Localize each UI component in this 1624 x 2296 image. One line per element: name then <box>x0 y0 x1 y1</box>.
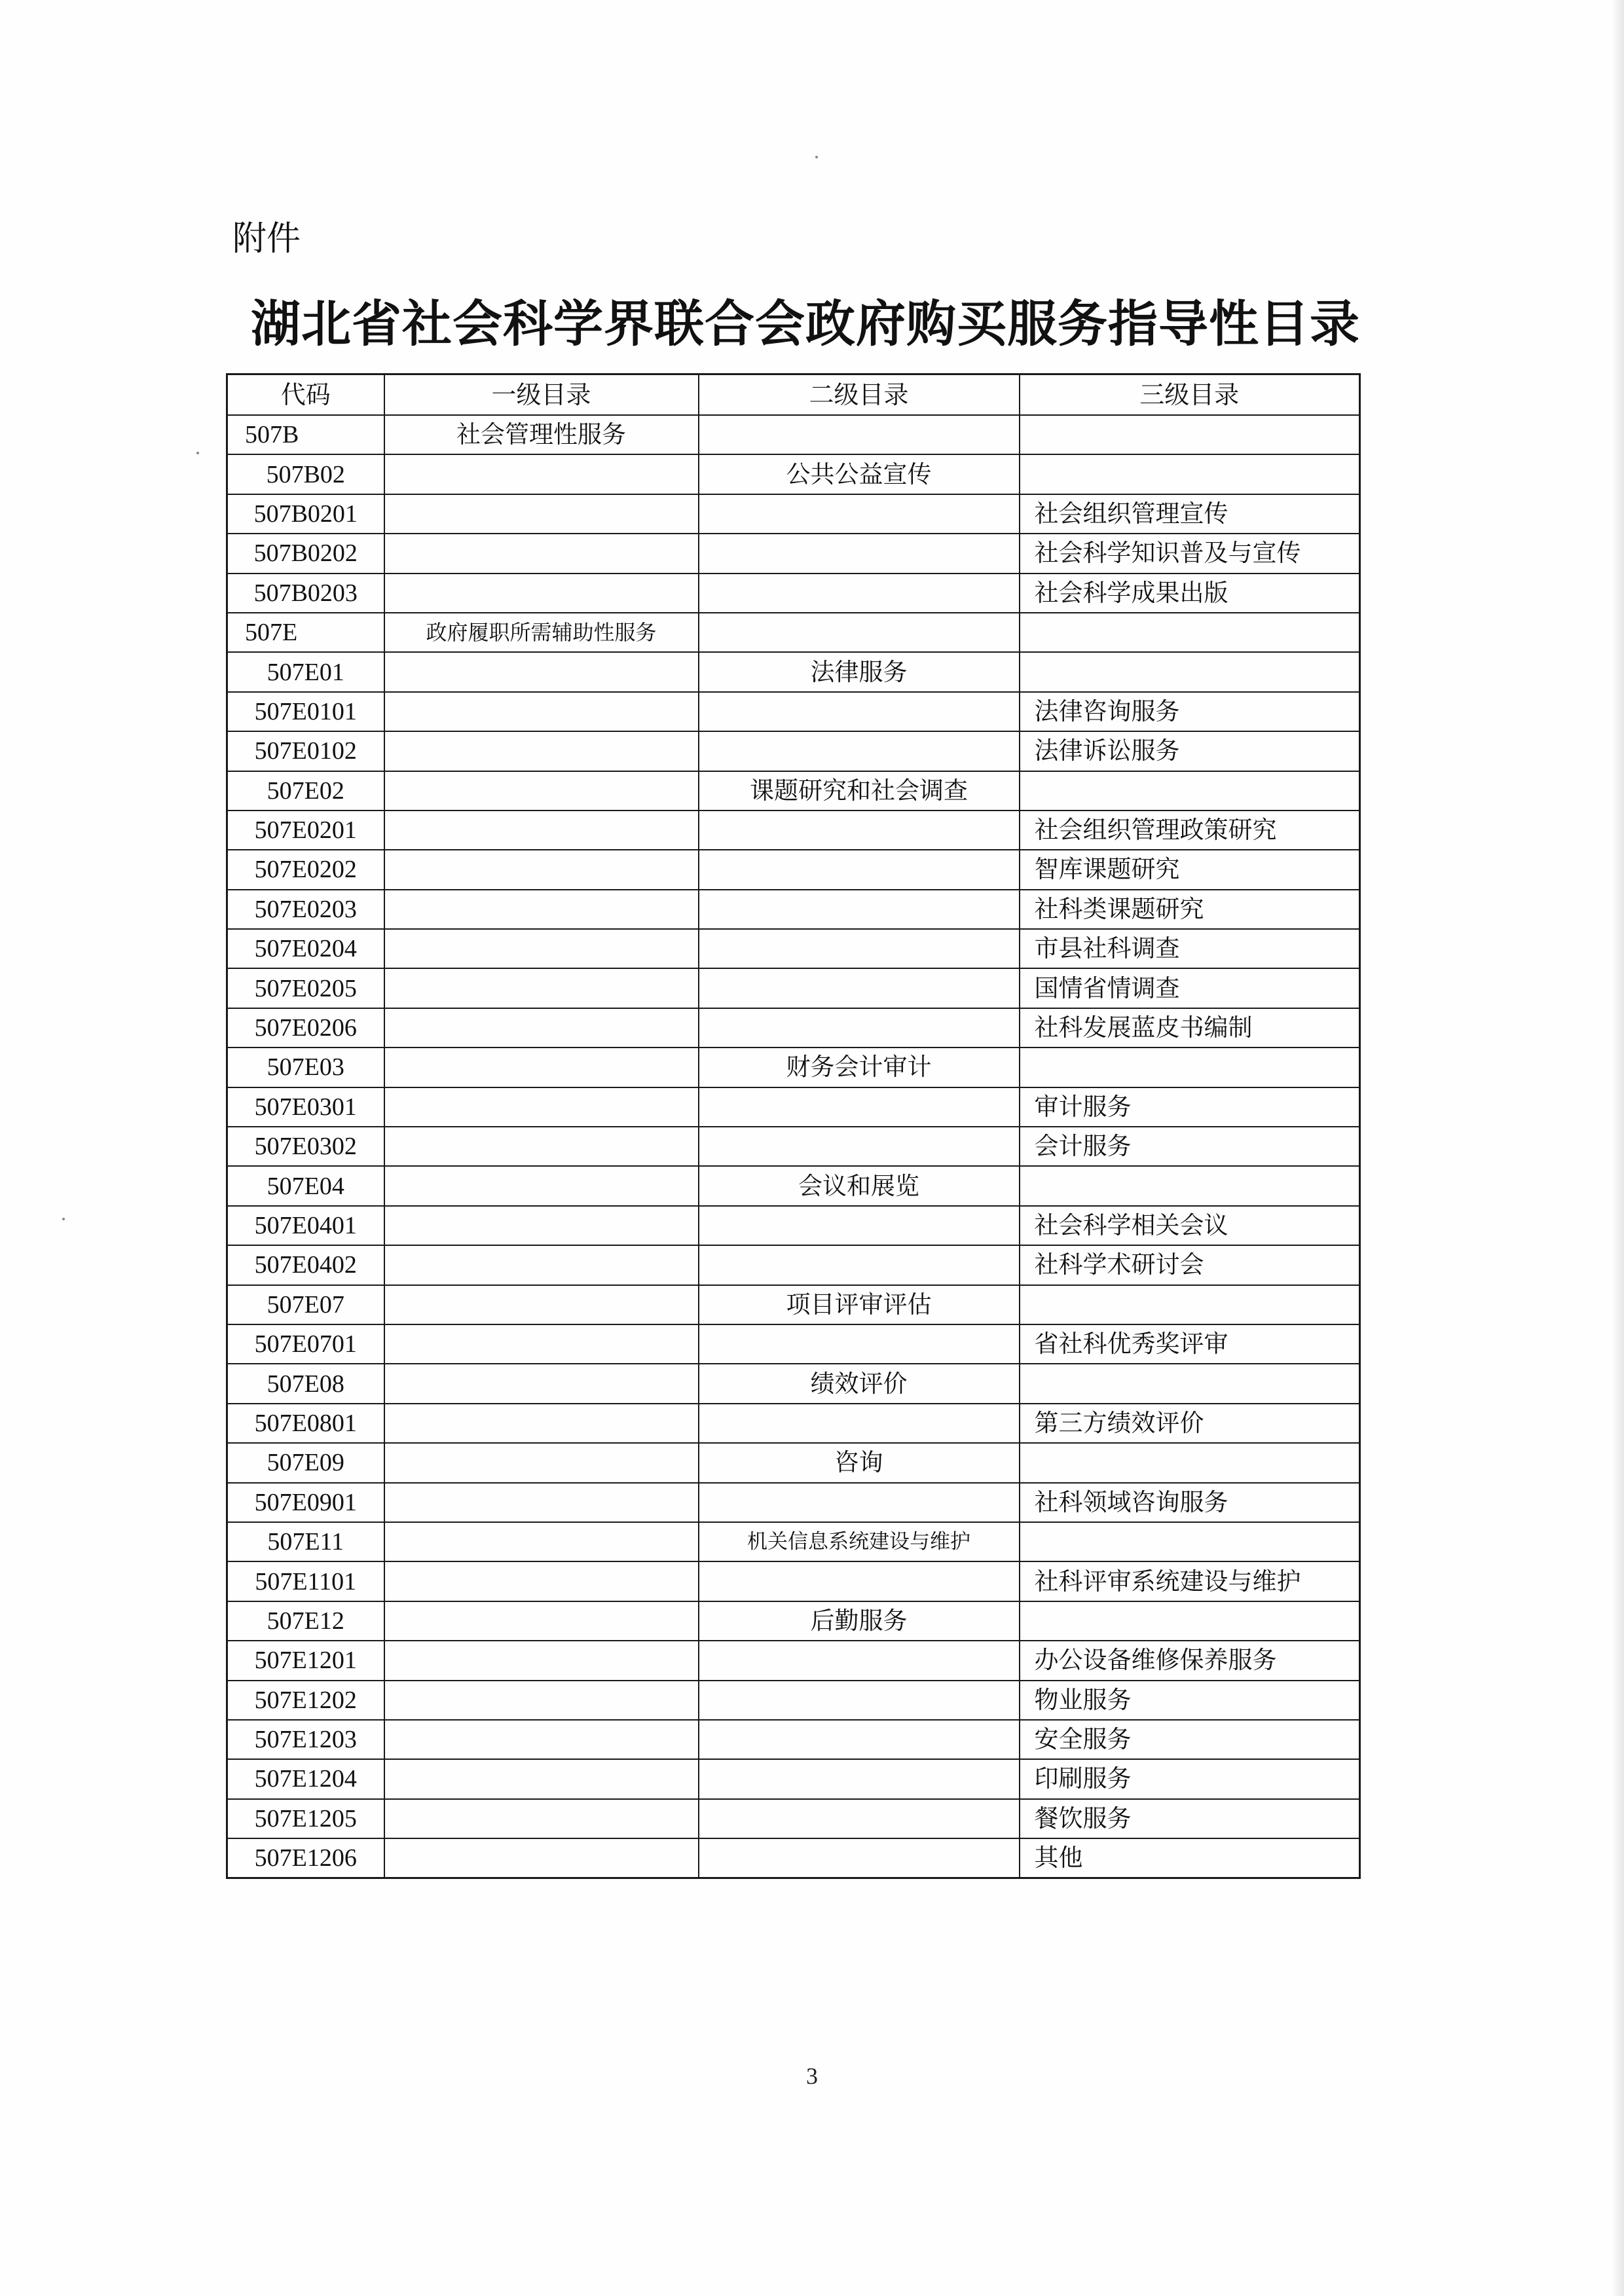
cell-code: 507E0204 <box>227 929 384 968</box>
cell-code: 507E0402 <box>227 1245 384 1285</box>
table-row <box>227 692 1360 731</box>
table-row <box>227 890 1360 929</box>
table-row <box>227 1087 1360 1127</box>
cell-level1 <box>384 968 699 1008</box>
table-row <box>227 415 1360 454</box>
cell-code: 507E08 <box>227 1364 384 1403</box>
cell-level1 <box>384 1838 699 1878</box>
table-body <box>227 415 1360 1878</box>
cell-level1 <box>384 454 699 494</box>
cell-level2 <box>699 850 1020 889</box>
cell-code: 507B02 <box>227 454 384 494</box>
cell-level2 <box>699 1404 1020 1443</box>
cell-level3: 社会科学成果出版 <box>1020 574 1360 613</box>
cell-code: 507E03 <box>227 1048 384 1087</box>
cell-level2 <box>699 731 1020 771</box>
cell-level2 <box>699 811 1020 850</box>
cell-code: 507E04 <box>227 1166 384 1205</box>
cell-level3: 法律咨询服务 <box>1020 692 1360 731</box>
cell-code: 507B <box>227 415 384 454</box>
table-row <box>227 1720 1360 1759</box>
table-row <box>227 1285 1360 1324</box>
cell-level3: 社会科学相关会议 <box>1020 1206 1360 1245</box>
cell-level3 <box>1020 1364 1360 1403</box>
cell-level2 <box>699 415 1020 454</box>
table-row <box>227 1641 1360 1680</box>
cell-code: 507E12 <box>227 1601 384 1641</box>
cell-level2 <box>699 1087 1020 1127</box>
cell-level2: 后勤服务 <box>699 1601 1020 1641</box>
cell-level1 <box>384 1008 699 1048</box>
table-row <box>227 534 1360 573</box>
cell-level3: 市县社科调查 <box>1020 929 1360 968</box>
cell-code: 507E1204 <box>227 1759 384 1798</box>
cell-level3: 其他 <box>1020 1838 1360 1878</box>
cell-level2 <box>699 968 1020 1008</box>
cell-level3: 第三方绩效评价 <box>1020 1404 1360 1443</box>
cell-level2: 财务会计审计 <box>699 1048 1020 1087</box>
cell-level3: 社科发展蓝皮书编制 <box>1020 1008 1360 1048</box>
table-row <box>227 1483 1360 1522</box>
header-code: 代码 <box>227 374 384 416</box>
cell-level2 <box>699 1127 1020 1166</box>
table-row <box>227 1601 1360 1641</box>
cell-level3 <box>1020 1443 1360 1482</box>
table-row <box>227 494 1360 534</box>
cell-code: 507E0901 <box>227 1483 384 1522</box>
cell-level3: 社会组织管理政策研究 <box>1020 811 1360 850</box>
cell-code: 507E1101 <box>227 1561 384 1601</box>
cell-level2 <box>699 1483 1020 1522</box>
table-row <box>227 929 1360 968</box>
table-row <box>227 1206 1360 1245</box>
table-row <box>227 850 1360 889</box>
cell-level2: 课题研究和社会调查 <box>699 771 1020 811</box>
cell-level3 <box>1020 652 1360 691</box>
table-row <box>227 613 1360 652</box>
cell-level1 <box>384 534 699 573</box>
table-row <box>227 1008 1360 1048</box>
cell-code: 507E1206 <box>227 1838 384 1878</box>
table-row <box>227 1522 1360 1561</box>
scan-speck <box>815 156 818 158</box>
cell-level3: 国情省情调查 <box>1020 968 1360 1008</box>
cell-level1 <box>384 890 699 929</box>
cell-code: 507E09 <box>227 1443 384 1482</box>
cell-level3 <box>1020 1166 1360 1205</box>
cell-code: 507E0203 <box>227 890 384 929</box>
table-row <box>227 1838 1360 1878</box>
header-level3: 三级目录 <box>1020 374 1360 416</box>
table-row <box>227 731 1360 771</box>
scan-edge-shadow <box>1612 0 1624 2296</box>
cell-level2: 公共公益宣传 <box>699 454 1020 494</box>
header-level1: 一级目录 <box>384 374 699 416</box>
scan-speck <box>196 452 199 454</box>
cell-level2 <box>699 890 1020 929</box>
cell-level1 <box>384 1641 699 1680</box>
cell-level1 <box>384 1561 699 1601</box>
cell-level2: 绩效评价 <box>699 1364 1020 1403</box>
cell-level2 <box>699 613 1020 652</box>
cell-level2 <box>699 1206 1020 1245</box>
cell-level2 <box>699 574 1020 613</box>
cell-level1 <box>384 1206 699 1245</box>
cell-level3 <box>1020 454 1360 494</box>
page-number: 3 <box>806 2063 818 2089</box>
cell-level1 <box>384 731 699 771</box>
cell-level1 <box>384 1720 699 1759</box>
cell-level1 <box>384 692 699 731</box>
cell-level2 <box>699 929 1020 968</box>
cell-level3: 智库课题研究 <box>1020 850 1360 889</box>
table-row <box>227 968 1360 1008</box>
cell-level3 <box>1020 1522 1360 1561</box>
cell-level1 <box>384 1127 699 1166</box>
table-row <box>227 811 1360 850</box>
cell-level1 <box>384 1483 699 1522</box>
cell-level2 <box>699 1720 1020 1759</box>
table-row <box>227 1127 1360 1166</box>
cell-code: 507E11 <box>227 1522 384 1561</box>
cell-code: 507E01 <box>227 652 384 691</box>
cell-level3 <box>1020 613 1360 652</box>
cell-level1 <box>384 1364 699 1403</box>
cell-level1 <box>384 1285 699 1324</box>
cell-level1 <box>384 652 699 691</box>
cell-level2 <box>699 1008 1020 1048</box>
cell-level1 <box>384 494 699 534</box>
cell-level2: 咨询 <box>699 1443 1020 1482</box>
cell-level3 <box>1020 415 1360 454</box>
cell-level2: 项目评审评估 <box>699 1285 1020 1324</box>
cell-code: 507E1205 <box>227 1799 384 1838</box>
cell-level1 <box>384 1759 699 1798</box>
table-header-row <box>227 374 1360 416</box>
cell-level1 <box>384 1404 699 1443</box>
table-row <box>227 1245 1360 1285</box>
cell-level3: 印刷服务 <box>1020 1759 1360 1798</box>
cell-level3: 社科评审系统建设与维护 <box>1020 1561 1360 1601</box>
cell-level2 <box>699 534 1020 573</box>
cell-level1 <box>384 1166 699 1205</box>
cell-level1 <box>384 1522 699 1561</box>
cell-code: 507B0202 <box>227 534 384 573</box>
cell-level2 <box>699 1561 1020 1601</box>
cell-level2 <box>699 1681 1020 1720</box>
cell-level3: 社会组织管理宣传 <box>1020 494 1360 534</box>
cell-code: 507E0201 <box>227 811 384 850</box>
cell-level3: 安全服务 <box>1020 1720 1360 1759</box>
cell-level3 <box>1020 1601 1360 1641</box>
cell-level3: 办公设备维修保养服务 <box>1020 1641 1360 1680</box>
table-row <box>227 1561 1360 1601</box>
cell-code: 507E0206 <box>227 1008 384 1048</box>
cell-code: 507E0302 <box>227 1127 384 1166</box>
cell-level3: 社科学术研讨会 <box>1020 1245 1360 1285</box>
cell-level1 <box>384 1681 699 1720</box>
cell-level2 <box>699 1838 1020 1878</box>
cell-level1 <box>384 1245 699 1285</box>
cell-level2: 机关信息系统建设与维护 <box>699 1522 1020 1561</box>
cell-level1 <box>384 1443 699 1482</box>
cell-level3: 会计服务 <box>1020 1127 1360 1166</box>
cell-code: 507E <box>227 613 384 652</box>
cell-level2: 会议和展览 <box>699 1166 1020 1205</box>
table-row <box>227 454 1360 494</box>
cell-level3: 物业服务 <box>1020 1681 1360 1720</box>
cell-code: 507E0801 <box>227 1404 384 1443</box>
header-level2: 二级目录 <box>699 374 1020 416</box>
table-row <box>227 574 1360 613</box>
cell-level2 <box>699 692 1020 731</box>
cell-code: 507B0203 <box>227 574 384 613</box>
table-row <box>227 1681 1360 1720</box>
cell-level3: 法律诉讼服务 <box>1020 731 1360 771</box>
table-row <box>227 1048 1360 1087</box>
cell-code: 507E02 <box>227 771 384 811</box>
cell-code: 507E1201 <box>227 1641 384 1680</box>
table-row <box>227 652 1360 691</box>
cell-level3 <box>1020 1285 1360 1324</box>
cell-level2 <box>699 494 1020 534</box>
cell-level3: 社会科学知识普及与宣传 <box>1020 534 1360 573</box>
cell-code: 507E0101 <box>227 692 384 731</box>
cell-level1 <box>384 771 699 811</box>
cell-code: 507E07 <box>227 1285 384 1324</box>
catalog-table <box>226 373 1361 1879</box>
attachment-label: 附件 <box>232 219 301 259</box>
table-row <box>227 1166 1360 1205</box>
cell-level3 <box>1020 1048 1360 1087</box>
table-row <box>227 1364 1360 1403</box>
cell-level1 <box>384 574 699 613</box>
cell-level1 <box>384 1324 699 1364</box>
cell-level1 <box>384 1601 699 1641</box>
table-row <box>227 1759 1360 1798</box>
cell-level1 <box>384 1799 699 1838</box>
cell-level2 <box>699 1641 1020 1680</box>
cell-code: 507E1203 <box>227 1720 384 1759</box>
cell-level3: 餐饮服务 <box>1020 1799 1360 1838</box>
table-row <box>227 1443 1360 1482</box>
scan-speck <box>62 1218 65 1220</box>
table-row <box>227 771 1360 811</box>
cell-code: 507B0201 <box>227 494 384 534</box>
cell-level2: 法律服务 <box>699 652 1020 691</box>
cell-code: 507E0205 <box>227 968 384 1008</box>
cell-level2 <box>699 1245 1020 1285</box>
cell-level1 <box>384 811 699 850</box>
cell-level1: 政府履职所需辅助性服务 <box>384 613 699 652</box>
table-row <box>227 1324 1360 1364</box>
cell-level1 <box>384 1048 699 1087</box>
cell-code: 507E0301 <box>227 1087 384 1127</box>
cell-code: 507E0102 <box>227 731 384 771</box>
cell-code: 507E0701 <box>227 1324 384 1364</box>
cell-level1 <box>384 1087 699 1127</box>
cell-level3 <box>1020 771 1360 811</box>
cell-level1 <box>384 850 699 889</box>
cell-code: 507E0202 <box>227 850 384 889</box>
table-row <box>227 1799 1360 1838</box>
cell-level1 <box>384 929 699 968</box>
cell-code: 507E0401 <box>227 1206 384 1245</box>
cell-level3: 社科类课题研究 <box>1020 890 1360 929</box>
cell-level1: 社会管理性服务 <box>384 415 699 454</box>
cell-level3: 审计服务 <box>1020 1087 1360 1127</box>
cell-code: 507E1202 <box>227 1681 384 1720</box>
cell-level3: 社科领域咨询服务 <box>1020 1483 1360 1522</box>
document-title: 湖北省社会科学界联合会政府购买服务指导性目录 <box>251 295 1360 353</box>
cell-level2 <box>699 1799 1020 1838</box>
cell-level3: 省社科优秀奖评审 <box>1020 1324 1360 1364</box>
cell-level2 <box>699 1759 1020 1798</box>
cell-level2 <box>699 1324 1020 1364</box>
table-row <box>227 1404 1360 1443</box>
